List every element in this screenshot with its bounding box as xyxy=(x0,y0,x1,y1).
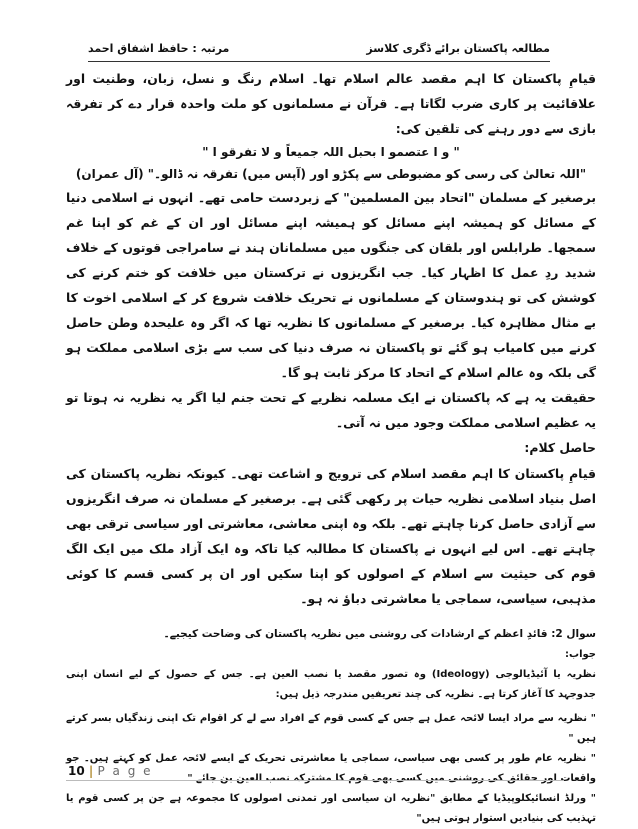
page-word: P a g e xyxy=(97,764,153,778)
question-line xyxy=(66,623,596,645)
paragraph-intro: قیامِ پاکستان کا اہم مقصد عالم اسلام تھا۔ اسلام رنگ و نسل، زبان، وطنیت اور علاقائیت پر کاری ضرب لگاتا ہے۔ قرآن نے مسلمانوں کو ملت واحدہ قرار دے کر تفرقہ بازی سے دور رہنے کی تلقین کی: xyxy=(66,71,596,136)
footer-rule xyxy=(66,780,564,781)
answer-definition-intro: نظریہ یا آئیڈیالوجی (Ideology) وہ تصور مقصد یا نصب العین ہے۔ جس کے حصول کے لیے انسان اپنی جدوجہد کا آغاز کرتا ہے۔ نظریہ کی چند تعریفیں مندرجہ ذیل ہیں: xyxy=(66,669,597,700)
page-number: 10 xyxy=(68,764,85,778)
book-title: مطالعہ پاکستان برائے ڈگری کلاسز xyxy=(366,41,550,55)
compiler-credit: مرتبہ : حافظ اشفاق احمد xyxy=(88,41,230,55)
page-footer xyxy=(68,764,153,778)
answer-label: جواب: xyxy=(565,649,596,660)
page-header xyxy=(88,38,550,62)
definition-quote-2: " نظریہ عام طور پر کسی بھی سیاسی، سماجی یا معاشرتی تحریک کے ایسے لائحہ عمل کو کہتے ہیں۔ جو واقعات اور حقائق کی روشنی میں کسی بھی قوم کا مشترکہ نصب العین بن جائے " xyxy=(66,753,596,784)
footer-separator: | xyxy=(88,764,94,778)
page-body xyxy=(66,66,596,829)
conclusion-heading: حاصل کلام: xyxy=(524,440,596,455)
definition-quote-3: " ورلڈ انسائیکلوپیڈیا کے مطابق "نظریہ ان سیاسی اور تمدنی اصولوں کا مجموعہ ہے جن پر کسی قوم یا تہذیب کی بنیادیں استوار ہوتی ہیں" xyxy=(66,793,596,824)
question-label: سوال 2: xyxy=(551,628,596,640)
paragraph-conclusion: قیامِ پاکستان کا اہم مقصد اسلام کی ترویج و اشاعت تھی۔ کیونکہ نظریہ پاکستان کی اصل بنیاد اسلامی نظریہ حیات پر رکھی گئی ہے۔ برصغیر کے مسلمان نہ صرف انگریزوں سے آزادی حاصل کرنا چاہتے تھے۔ بلکہ وہ اپنی معاشی، معاشرتی اور سیاسی ترقی بھی چاہتے تھے۔ اس لیے انہوں نے پاکستان کا مطالبہ کیا تاکہ وہ ایک آزاد ملک میں ایک الگ قوم کی حیثیت سے اسلام کے اصولوں کو اپنا سکیں اور ان پر کسی قسم کا کوئی مذہبی، سیاسی، سماجی یا معاشرتی دباؤ نہ ہو۔ xyxy=(66,466,596,606)
question-text: قائدِ اعظم کے ارشادات کی روشنی میں نظریہ پاکستان کی وضاحت کیجیے۔ xyxy=(163,628,548,640)
definition-quote-1: " نظریہ سے مراد ایسا لائحہ عمل ہے جس کے کسی قوم کے افراد سے لے کر اقوام تک اپنی زندگیاں بسر کرتے ہیں " xyxy=(66,713,596,744)
paragraph-muslim-unity: برصغیر کے مسلمان "اتحاد بین المسلمین" کے زبردست حامی تھے۔ انہوں نے اسلامی دنیا کے مسائل کو ہمیشہ اپنے مسائل کو ہمیشہ اپنے مسائل اور ان کے غم کو اپنا غم سمجھا۔ طرابلس اور بلقان کی جنگوں میں مسلمانان ہند نے سامراجی قوتوں کے خلاف شدید ردِ عمل کا اظہار کیا۔ جب انگریزوں نے ترکستان میں خلافت کو ختم کرنے کی کوشش کی تو ہندوستان کے مسلمانوں نے تحریک خلافت شروع کر کے اسلامی اخوت کا بے مثال مظاہرہ کیا۔ برصغیر کے مسلمانوں کا نظریہ تھا کہ اگر وہ علیحدہ وطن حاصل کرنے میں کامیاب ہو گئے تو پاکستان نہ صرف دنیا کی سب سے بڑی اسلامی مملکت ہو گی بلکہ وہ عالم اسلام کے اتحاد کا مرکز ثابت ہو گا۔ xyxy=(66,190,596,380)
verse-translation: "اللہ تعالیٰ کی رسی کو مضبوطی سے پکڑو اور (آپس میں) تفرقہ نہ ڈالو۔" (آل عمران) xyxy=(75,167,587,181)
paragraph-reality: حقیقت یہ ہے کہ پاکستان نے ایک مسلمہ نظریے کے تحت جنم لیا اگر یہ نظریہ نہ ہوتا تو یہ عظیم اسلامی مملکت وجود میں نہ آتی۔ xyxy=(66,390,596,430)
quran-verse: " و ا عتصمو ا بحبل اللہ جمیعاً و لا تفرقو ا " xyxy=(202,145,460,159)
